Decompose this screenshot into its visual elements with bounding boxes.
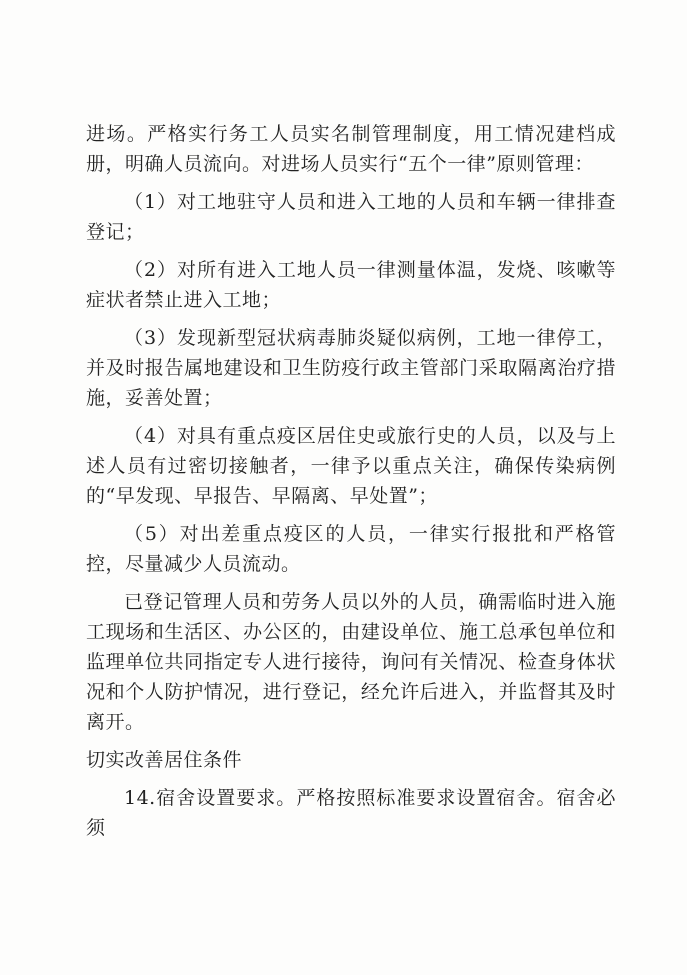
paragraph-rule-1: （1）对工地驻守人员和进入工地的人员和车辆一律排查登记； — [86, 191, 616, 243]
paragraph-rule-4: （4）对具有重点疫区居住史或旅行史的人员，以及与上述人员有过密切接触者，一律予以重点关注，确保传染病例的“早发现、早报告、早隔离、早处置”； — [86, 425, 616, 507]
section-heading-living-conditions: 切实改善居住条件 — [86, 749, 243, 771]
paragraph-dormitory: 14.宿舍设置要求。严格按照标准要求设置宿舍。宿舍必须 — [86, 787, 616, 839]
paragraph-visitors: 已登记管理人员和劳务人员以外的人员，确需临时进入施工现场和生活区、办公区的，由建设单位、施工总承包单位和监理单位共同指定专人进行接待，询问有关情况、检查身体状况和个人防护情况，进行登记，经允许后进入，并监督其及时离开。 — [86, 591, 616, 733]
paragraph-rule-3: （3）发现新型冠状病毒肺炎疑似病例，工地一律停工，并及时报告属地建设和卫生防疫行政主管部门采取隔离治疗措施，妥善处置； — [86, 327, 616, 409]
paragraph-rule-5: （5）对出差重点疫区的人员，一律实行报批和严格管控，尽量减少人员流动。 — [86, 523, 616, 575]
paragraph-intro: 进场。严格实行务工人员实名制管理制度，用工情况建档成册，明确人员流向。对进场人员实行“五个一律”原则管理： — [86, 123, 616, 175]
paragraph-rule-2: （2）对所有进入工地人员一律测量体温，发烧、咳嗽等症状者禁止进入工地； — [86, 259, 616, 311]
document-body — [86, 119, 616, 851]
